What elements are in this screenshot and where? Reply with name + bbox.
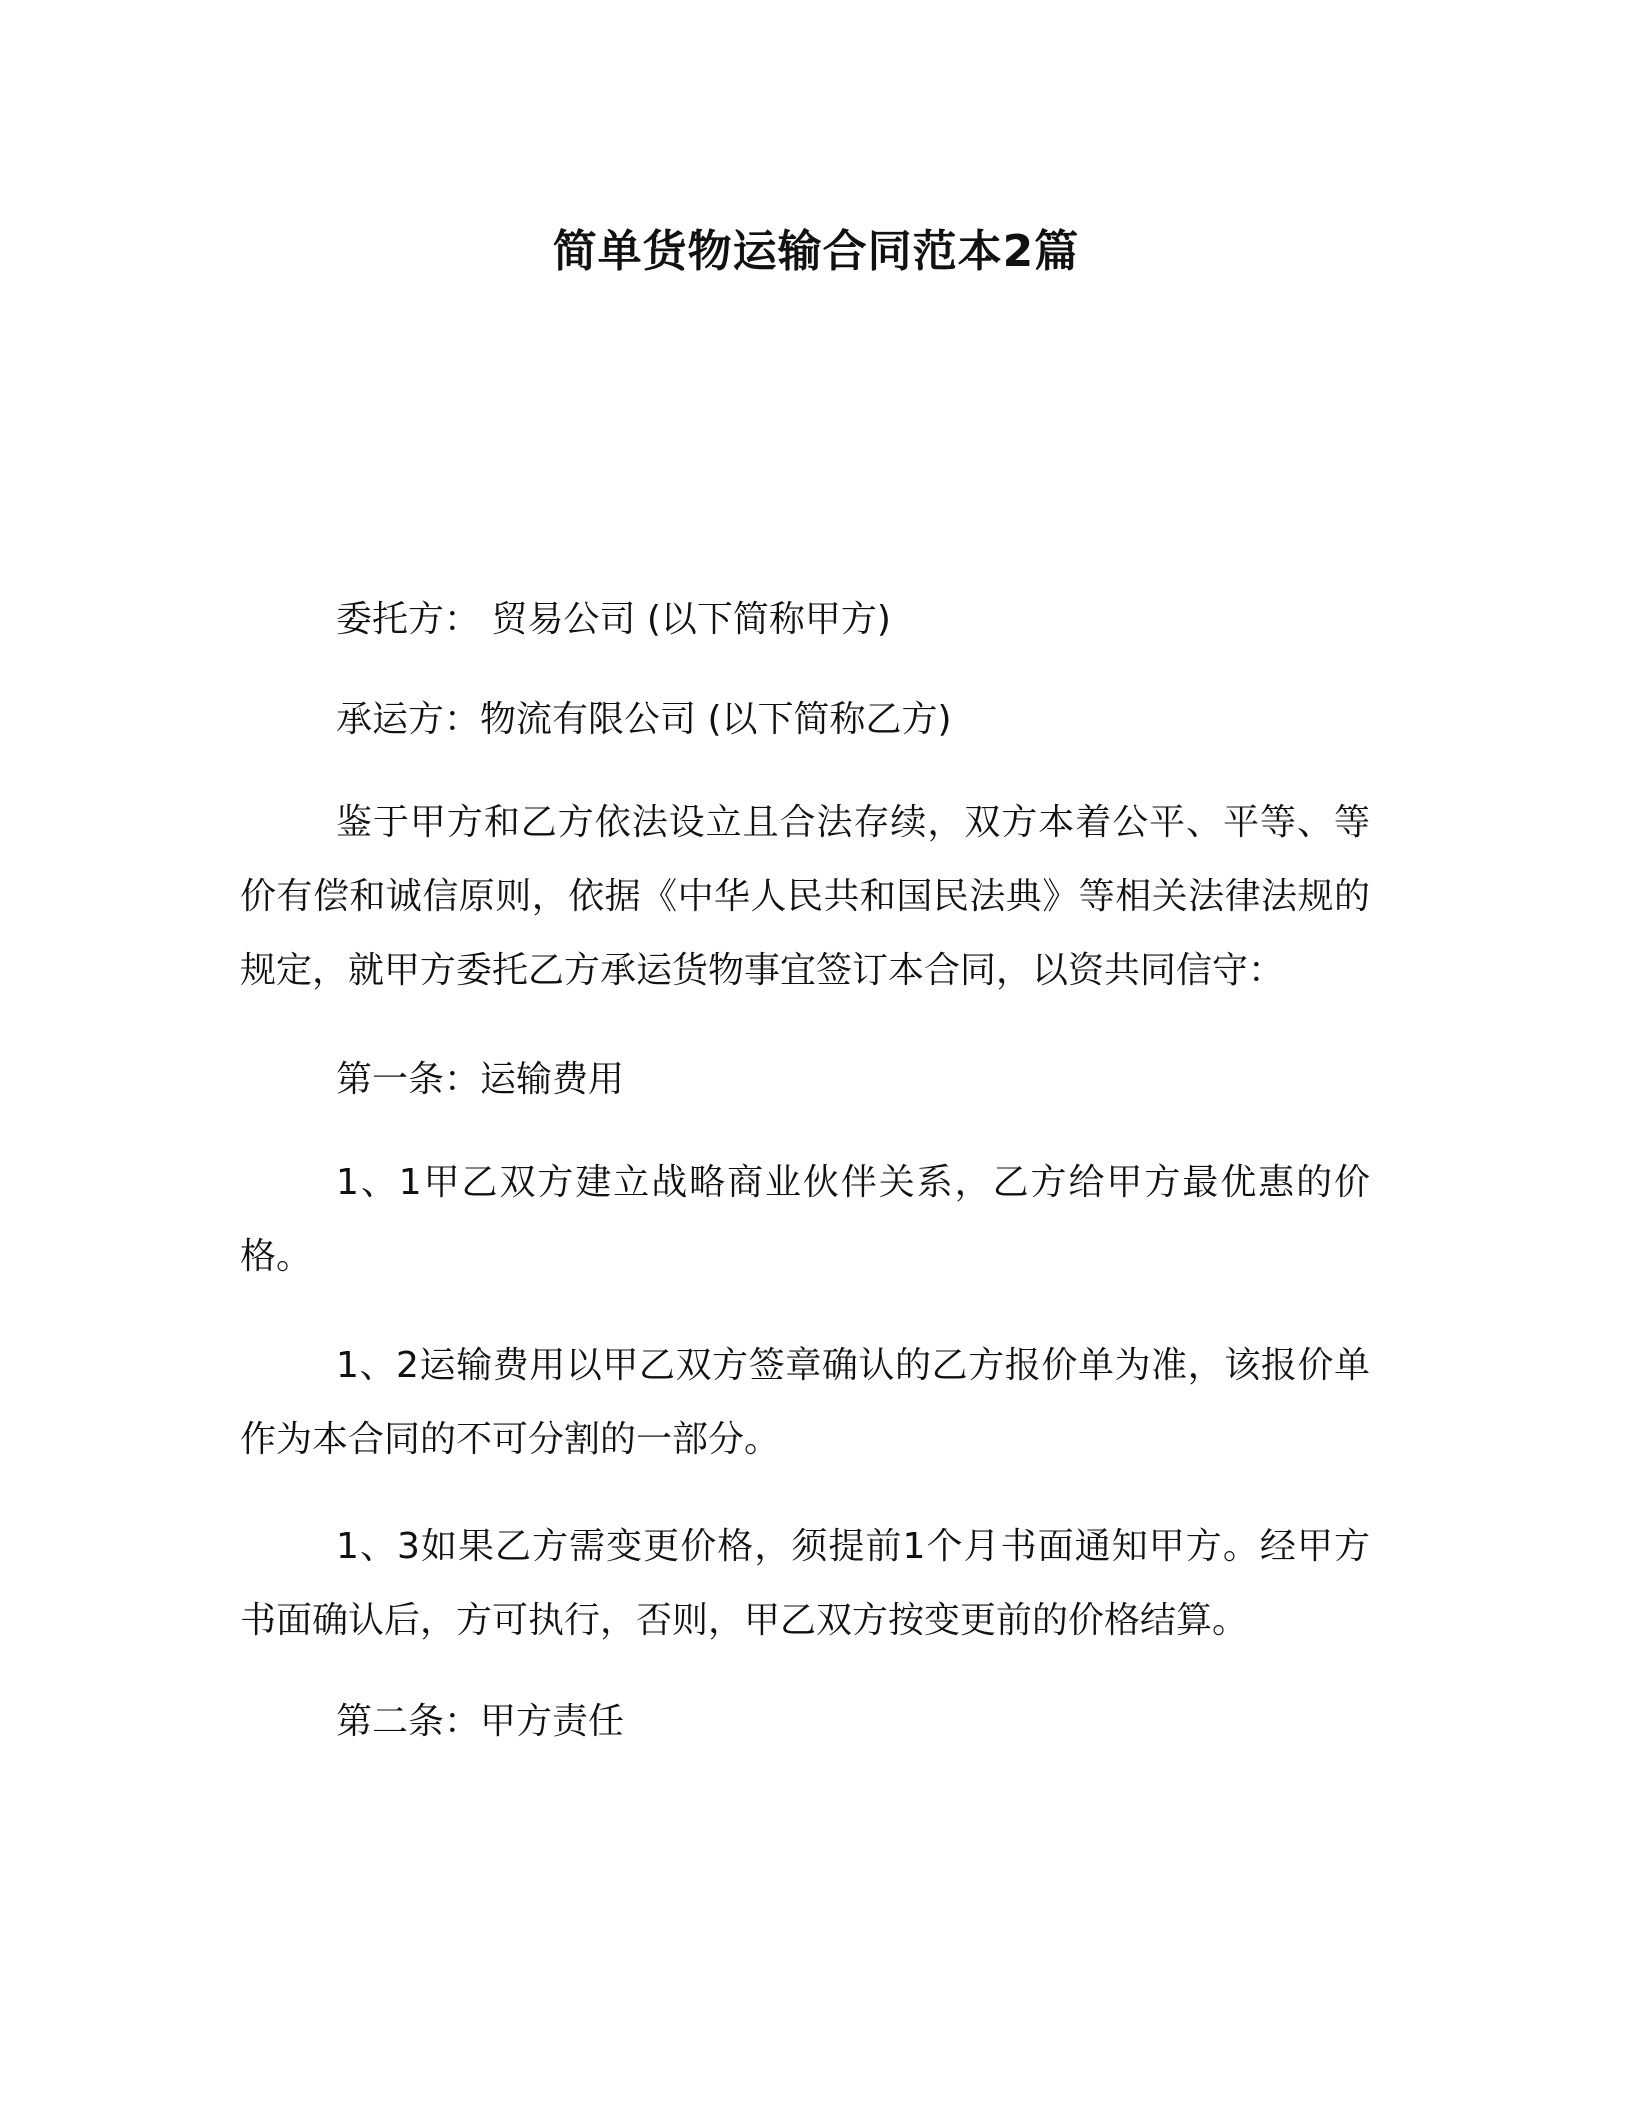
clause-1-1: 1、1甲乙双方建立战略商业伙伴关系，乙方给甲方最优惠的价格。	[240, 1162, 1370, 1277]
article-1-heading: 第一条：运输费用	[336, 1059, 625, 1100]
clause-1-3: 1、3如果乙方需变更价格，须提前1个月书面通知甲方。经甲方书面确认后，方可执行，否则，甲乙双方按变更前的价格结算。	[240, 1526, 1370, 1641]
paragraph-carrier: 承运方：物流有限公司 (以下简称乙方)	[336, 699, 952, 740]
paragraph-preamble: 鉴于甲方和乙方依法设立且合法存续，双方本着公平、平等、等价有偿和诚信原则，依据《中华人民共和国民法典》等相关法律法规的规定，就甲方委托乙方承运货物事宜签订本合同，以资共同信守：	[240, 802, 1370, 991]
clause-1-2: 1、2运输费用以甲乙双方签章确认的乙方报价单为准，该报价单作为本合同的不可分割的一部分。	[240, 1345, 1370, 1460]
paragraph-consignor: 委托方： 贸易公司 (以下简称甲方)	[336, 599, 891, 640]
document-title: 简单货物运输合同范本2篇	[552, 226, 1080, 277]
article-2-heading: 第二条：甲方责任	[336, 1701, 625, 1742]
